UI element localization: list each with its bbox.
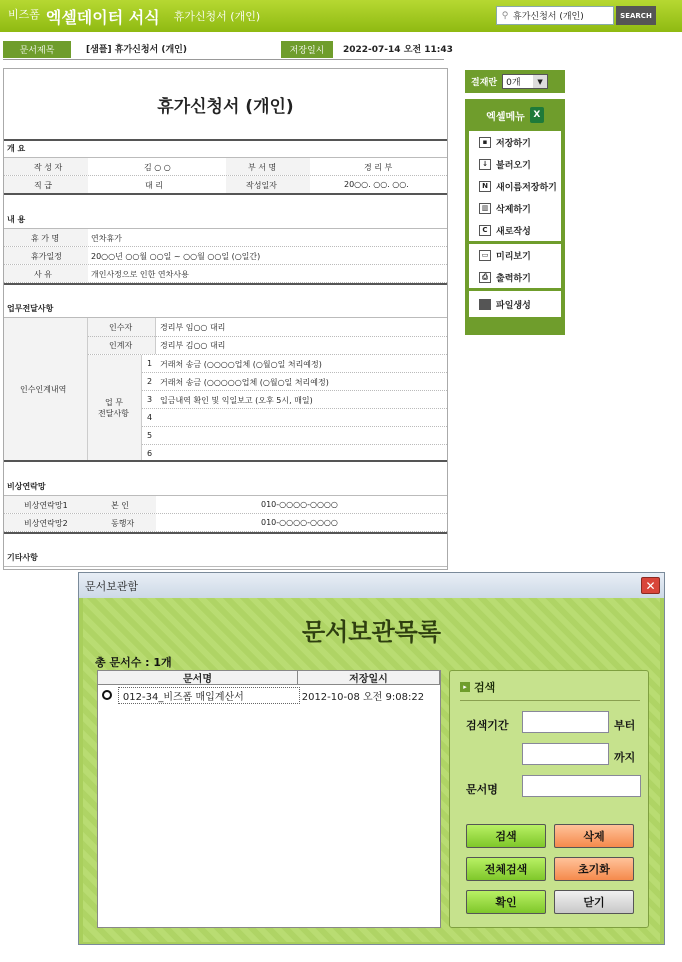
reason-label: 사 유 [34,270,52,279]
close-icon[interactable]: ✕ [641,577,660,594]
period-label: 검색기간 [466,719,509,732]
writer-label: 작 성 자 [34,163,63,172]
dialog-title: 문서보관함 [85,579,139,593]
task-row [142,391,447,409]
task-number: 5 [147,431,153,440]
schedule-value[interactable]: 20○○년 ○○월 ○○일 ~ ○○월 ○○일 (○일간) [91,252,261,261]
doc-title-label: 문서제목 [3,41,71,58]
approval-bar [465,70,565,93]
load-icon: ↓ [479,159,491,170]
leave-type-label: 휴 가 명 [31,234,60,243]
doc-title-value: [샘플] 휴가신청서 (개인) [86,45,187,55]
divider [4,532,447,534]
schedule-label: 휴가일정 [31,252,62,261]
giver-value[interactable]: 경리부 김○○ 대리 [160,341,226,350]
task-number: 1 [147,359,153,368]
section-content: 내 용 [7,215,26,224]
section-emergency: 비상연락망 [7,482,46,491]
section-etc: 기타사항 [7,553,38,562]
document-title: 휴가신청서 (개인) [157,96,294,117]
reason-value[interactable]: 개인사정으로 인한 연차사용 [91,270,189,279]
divider [460,700,640,701]
brand-title[interactable]: 엑셀데이터 서식 [45,7,160,27]
trash-icon: ▥ [479,203,491,214]
list-header [98,671,440,685]
arrow-right-icon: ▸ [460,682,470,692]
table-row [4,265,447,283]
document-count: 총 문서수 : 1개 [95,656,172,669]
dialog-titlebar[interactable] [79,573,664,598]
em1-value[interactable]: 010-○○○○-○○○○ [261,500,338,509]
document-name-input[interactable] [522,775,641,797]
divider [4,566,447,567]
divider [3,59,444,60]
save-as-icon: N [479,181,491,192]
preview-icon: ▭ [479,250,491,261]
approval-value: 0개 [506,78,521,88]
menu-group [469,291,561,317]
excel-menu [465,99,565,335]
dialog-heading: 문서보관목록 [301,618,442,646]
menu-delete[interactable]: ▥ 삭제하기 [469,197,561,219]
rank-value[interactable]: 대 리 [145,181,163,190]
task-row [142,355,447,373]
list-item[interactable] [98,687,440,703]
divider [4,460,447,462]
search-icon: ⚲ [501,10,509,21]
document-sheet [3,68,448,570]
document-list[interactable] [97,670,441,928]
date-label: 작성일자 [246,181,277,190]
menu-save[interactable]: ▪ 저장하기 [469,131,561,153]
folder-icon [479,299,491,310]
menu-load[interactable]: ↓ 불러오기 [469,153,561,175]
approval-select[interactable] [502,74,548,89]
excel-icon: X [530,107,544,123]
search-button[interactable]: 검색 [466,824,546,848]
top-bar [0,0,682,32]
task-number: 6 [147,449,153,458]
rank-label: 직 급 [34,181,52,190]
em1-relation: 본 인 [111,501,129,510]
writer-value[interactable]: 김 ○ ○ [144,163,171,172]
task-number: 2 [147,377,153,386]
document-info-bar [0,38,682,60]
task-row [142,373,447,391]
menu-title: 엑셀메뉴 [486,111,525,123]
saved-value: 2022-07-14 오전 11:43 [343,45,453,55]
document-storage-dialog [78,572,665,945]
giver-label: 인계자 [109,341,133,350]
menu-header [465,99,565,131]
receiver-label: 인수자 [109,323,133,332]
tasks-list [142,355,447,460]
table-row [4,514,447,532]
receiver-value[interactable]: 경리부 임○○ 대리 [160,323,226,332]
row-date: 2012-10-08 오전 9:08:22 [301,691,425,703]
task-text[interactable]: 거래처 송금 (○○○○업체 (○월○일 처리예정) [160,360,322,369]
table-row [4,176,447,194]
page-subtitle: 휴가신청서 (개인) [173,10,261,23]
divider [4,193,447,195]
section-overview: 개 요 [7,144,26,153]
em2-relation: 동행자 [111,519,135,528]
ok-button[interactable]: 확인 [466,890,546,914]
period-to-input[interactable] [522,743,609,765]
dept-value[interactable]: 경 리 부 [364,163,393,172]
menu-group [469,131,561,241]
table-row [4,247,447,265]
em2-value[interactable]: 010-○○○○-○○○○ [261,518,338,527]
col-date: 저장일시 [298,671,440,684]
radio-button[interactable] [102,690,112,700]
brand-small[interactable]: 비즈폼 [8,8,40,21]
task-row [142,427,447,445]
em2-label: 비상연락망2 [24,519,68,528]
dialog-body [83,598,660,942]
menu-new[interactable]: C 새로작성 [469,219,561,241]
section-handover: 업무전달사항 [7,304,54,313]
table-row [4,229,447,247]
menu-print[interactable]: ⎙ 출력하기 [469,266,561,288]
save-icon: ▪ [479,137,491,148]
date-value[interactable]: 20○○. ○○. ○○. [344,180,409,189]
divider [4,283,447,285]
leave-type-value[interactable]: 연차휴가 [91,234,122,243]
saved-label: 저장일시 [281,41,333,58]
menu-create-file[interactable]: 파일생성 [469,291,561,317]
search-panel [449,670,649,928]
name-label: 문서명 [466,783,498,796]
em1-label: 비상연락망1 [24,501,68,510]
menu-save-as[interactable]: N 새이름저장하기 [469,175,561,197]
tasks-label-2: 전달사항 [98,409,129,418]
divider [4,139,447,141]
menu-preview[interactable]: ▭ 미리보기 [469,244,561,266]
new-icon: C [479,225,491,236]
close-button[interactable]: 닫기 [554,890,634,914]
chevron-down-icon[interactable]: ▼ [533,75,547,88]
approval-label: 결재란 [471,78,498,88]
tasks-label-1: 업 무 [105,398,123,407]
print-icon: ⎙ [479,272,491,283]
reset-button[interactable]: 초기화 [554,857,634,881]
task-number: 3 [147,395,153,404]
task-text[interactable]: 거래처 송금 (○○○○○업체 (○월○일 처리예정) [160,378,329,387]
task-number: 4 [147,413,153,422]
table-row [4,158,447,176]
search-value: 휴가신청서 (개인) [513,12,584,22]
dept-label: 부 서 명 [248,163,277,172]
task-text[interactable]: 입금내역 확인 및 익일보고 (오후 5시, 매일) [160,396,313,405]
table-row [4,496,447,514]
to-label: 까지 [614,751,636,764]
search-all-button[interactable]: 전체검색 [466,857,546,881]
menu-group [469,244,561,288]
search-panel-header: ▸ 검색 [460,679,495,695]
col-name: 문서명 [98,671,298,684]
divider [88,336,447,337]
search-button[interactable]: SEARCH [616,6,656,25]
delete-button[interactable]: 삭제 [554,824,634,848]
period-from-input[interactable] [522,711,609,733]
search-input[interactable] [496,6,614,25]
task-row [142,409,447,427]
from-label: 부터 [614,719,636,732]
row-name: 012-34_비즈폼 매입계산서 [118,687,300,704]
handover-label: 인수인계내역 [20,385,67,394]
